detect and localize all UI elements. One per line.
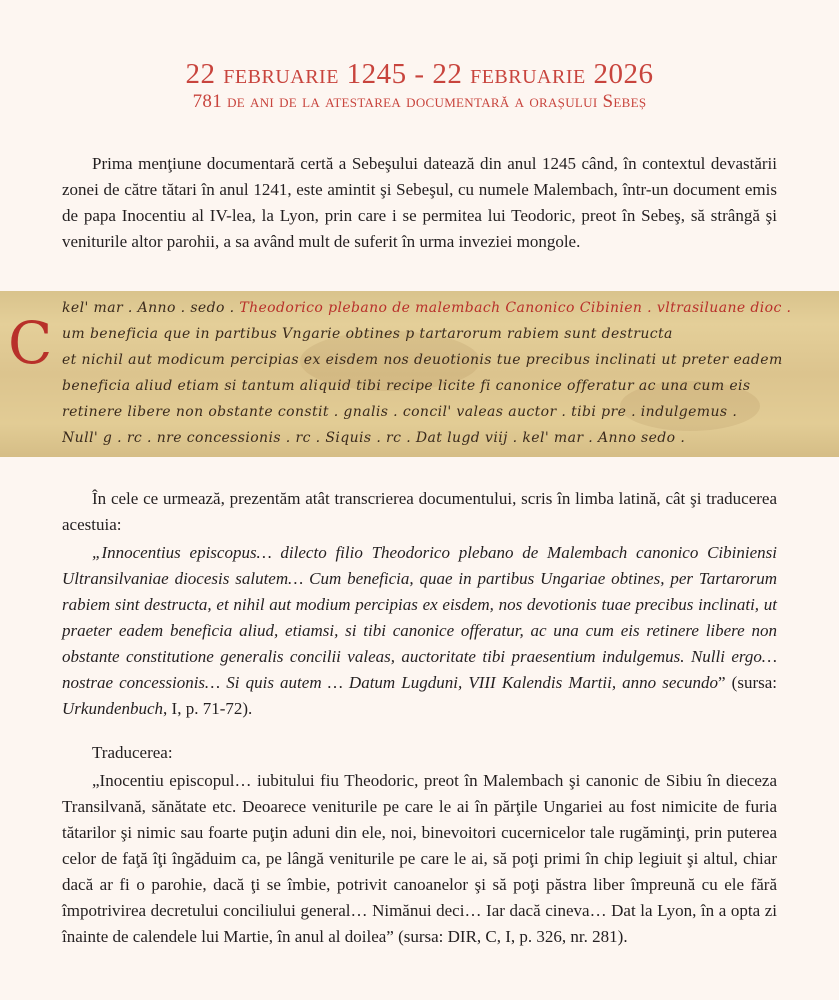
manuscript-initial: C xyxy=(8,309,53,377)
manuscript-line: Null' g . rc . nre concessionis . rc . Siquis . rc . Dat lugd viij . kel' mar . Anno sedo . xyxy=(62,430,686,446)
translation-label: Traducerea: xyxy=(92,743,173,762)
manuscript-line: beneficia aliud etiam si tantum aliquid tibi recipe licite fi canonice offeratur ac una cum eis xyxy=(62,378,751,394)
manuscript-image xyxy=(0,291,839,457)
manuscript-line: kel' mar . Anno . sedo . Theodorico plebano de malembach Canonico Cibinien . vltrasiluane dioc . xyxy=(62,300,792,316)
translation-text: „Inocentiu episcopul… iubitului fiu Theodoric, preot în Malembach şi canonic de Sibiu în dieceza Transilvană, sănătate etc. Deoarece veniturile pe care le ai în părţile Ungariei au fost nimicite de furia tătarilor şi nimic sau foarte puţin aduni din ele, noi, binevoitori cucernicelor tale rugăminţi, prin puterea celor de faţă îţi îngăduim ca, pe lângă veniturile pe care le ai, să poţi primi în chip legiuit şi altul, chiar dacă ar fi o parohie, dacă ţi se îmbie, potrivit canoanelor şi să poţi păstra liber împreună cu ele fără împotrivirea decretului conciliului general… Nimănui deci… Iar dacă cineva… Dat la Lyon, în a opta zi înainte de calendele lui Martie, în anul al doilea” (sursa: DIR, C, I, p. 326, nr. 281). xyxy=(62,771,777,946)
page-title: 22 februarie 1245 - 22 februarie 2026 xyxy=(185,58,654,90)
manuscript-line: um beneficia que in partibus Vngarie obtines p tartarorum rabiem sunt destructa xyxy=(62,326,673,342)
page-subtitle: 781 de ani de la atestarea documentară a orașului Sebeș xyxy=(192,91,647,112)
intro-paragraph: Prima menţiune documentară certă a Sebeşului datează din anul 1245 când, în contextul devastării zonei de către tătari în anul 1241, este amintit şi Sebeşul, cu numele Malembach, într-un document emis de papa Inocentiu al IV-lea, la Lyon, prin care i se permitea lui Teodoric, preot în Sebeş, să strângă şi veniturile altor parohii, a sa având mult de suferit în urma inveziei mongole. xyxy=(62,154,777,251)
manuscript-line: retinere libere non obstante constit . gnalis . concil' valeas auctor . tibi pre . indulgemus . xyxy=(62,404,738,420)
transition-paragraph: În cele ce urmează, prezentăm atât transcrierea documentului, scris în limba latină, cât şi traducerea acestuia: xyxy=(62,489,777,534)
latin-transcription: „Innocentius episcopus… dilecto filio Theodorico plebano de Malembach canonico Cibiniensi Ultransilvaniae diocesis salutem… Cum beneficia, quae in partibus Ungariae obtines, per Tartarorum rabiem sint destructa, et nihil aut modium percipias ex eisdem, nos devotionis tuae precibus inclinati, ut praeter eadem beneficia aliud, etiamsi, si tibi canonice offeratur, ac una cum eis retinere libere non obstante constitutione generalis concilii valeas, auctoritate tibi praesentium indulgemus. Nulli ergo… nostrae concessionis… Si quis autem … Datum Lugduni, VIII Kalendis Martii, anno secundo” (sursa: Urkundenbuch, I, p. 71-72). xyxy=(62,543,777,718)
manuscript-line: et nichil aut modicum percipias ex eisdem nos deuotionis tue precibus inclinati ut preter eadem xyxy=(62,352,783,368)
source-title: Urkundenbuch xyxy=(62,699,164,718)
